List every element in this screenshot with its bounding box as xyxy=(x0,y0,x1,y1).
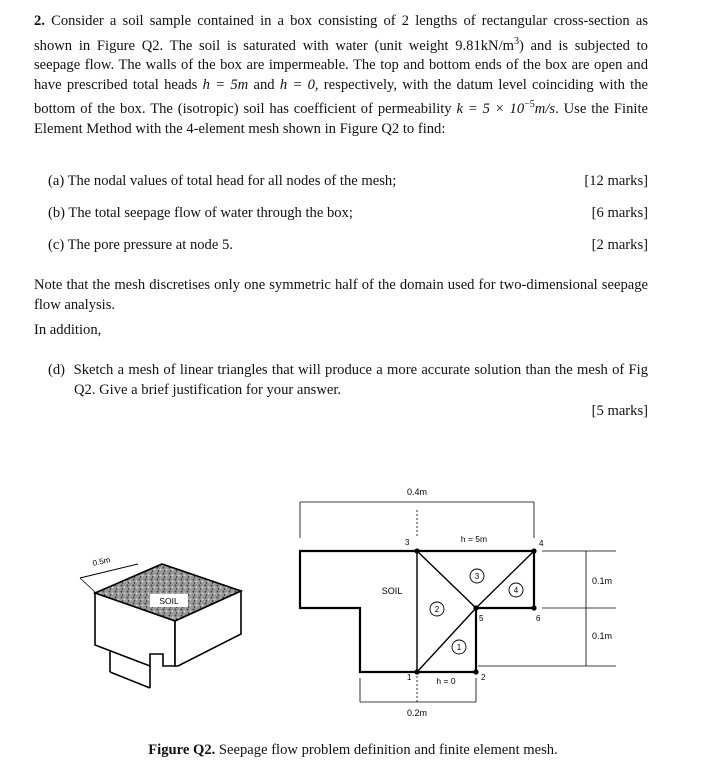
unit-exponent: 3 xyxy=(513,35,519,47)
in-addition-text: In addition, xyxy=(34,322,102,338)
part-d-body xyxy=(48,361,648,400)
note-text: Note that the mesh discretises only one symmetric half of the domain used for two-dimensional seepage flow analysis. xyxy=(34,277,648,313)
question-number: 2. xyxy=(34,13,45,29)
head-top-equation: h = 5m xyxy=(202,76,249,93)
node-2-label: 2 xyxy=(481,673,486,682)
height-upper-label: 0.1m xyxy=(592,576,613,586)
part-b-label: (b) xyxy=(48,205,66,221)
soil-box-label: SOIL xyxy=(159,596,179,606)
node-2-marker xyxy=(473,669,478,674)
node-4-marker xyxy=(531,548,536,553)
part-d xyxy=(48,361,648,422)
part-c-marks: [2 marks] xyxy=(591,237,648,253)
height-lower-label: 0.1m xyxy=(592,631,613,641)
element-1-label: 1 xyxy=(456,643,462,652)
soil-box-sketch xyxy=(80,555,241,688)
node-1-label: 1 xyxy=(407,673,412,682)
part-a-label: (a) xyxy=(48,173,65,189)
element-2-label: 2 xyxy=(434,605,440,614)
node-6-label: 6 xyxy=(536,614,541,623)
permeability-unit: m/s xyxy=(534,101,556,118)
part-b-marks: [6 marks] xyxy=(591,205,648,221)
part-d-text: Sketch a mesh of linear triangles that will produce a more accurate solution than the mesh of Fig Q2. Give a brief justification for your answer. xyxy=(73,362,648,398)
question-text xyxy=(34,12,648,139)
part-c xyxy=(48,236,648,256)
head-bottom-label: h = 0 xyxy=(436,676,456,686)
question-text-a: Consider a soil sample contained in a box consisting of 2 lengths of rectangular cross-section as shown in Figure Q2. The soil is saturated with water (unit weight 9.81kN/m xyxy=(34,13,649,54)
width-top-label: 0.4m xyxy=(406,487,428,497)
head-top-label: h = 5m xyxy=(460,534,488,544)
question-text-b: ) and is subjected to seepage flow. The walls of the box are impermeable. The top and bottom ends of the box are open and have prescribed total heads xyxy=(34,37,648,93)
box-dimension-label: 0.5m xyxy=(91,555,112,568)
question-text-d: , respectively, with the datum level coinciding with the bottom of the box. The (isotropic) soil has coefficient of permeability xyxy=(34,76,649,118)
element-3-label: 3 xyxy=(474,572,480,581)
permeability-exponent: −5 xyxy=(524,99,535,111)
node-5-marker xyxy=(473,605,478,610)
node-3-label: 3 xyxy=(405,538,410,547)
figure-q2 xyxy=(0,440,706,740)
part-a xyxy=(48,172,648,192)
node-3-marker xyxy=(414,548,419,553)
part-b-text: The total seepage flow of water through the box; xyxy=(68,205,353,221)
head-bottom-equation: h = 0 xyxy=(279,76,315,93)
caption-bold: Figure Q2. xyxy=(148,742,216,758)
width-bottom-label: 0.2m xyxy=(406,708,428,718)
part-a-marks: [12 marks] xyxy=(584,173,648,189)
node-5-label: 5 xyxy=(479,614,484,623)
part-d-marks: [5 marks] xyxy=(591,403,648,420)
part-c-label: (c) xyxy=(48,237,65,253)
node-6-marker xyxy=(531,605,536,610)
soil-region-label: SOIL xyxy=(381,586,403,596)
part-d-label: (d) xyxy=(48,362,66,378)
figure-caption xyxy=(0,742,706,759)
node-1-marker xyxy=(414,669,419,674)
caption-text: Seepage flow problem definition and finite element mesh. xyxy=(215,742,558,758)
part-b xyxy=(48,204,648,224)
part-a-text: The nodal values of total head for all nodes of the mesh; xyxy=(67,173,397,189)
question-text-e: . Use the Finite Element Method with the 4-element mesh shown in Figure Q2 to find: xyxy=(34,101,648,137)
question-text-c: and xyxy=(248,76,280,93)
element-4-label: 4 xyxy=(513,586,519,595)
permeability-equation: k = 5 × 10 xyxy=(456,101,525,118)
part-c-text: The pore pressure at node 5. xyxy=(67,237,233,253)
node-4-label: 4 xyxy=(539,539,544,548)
